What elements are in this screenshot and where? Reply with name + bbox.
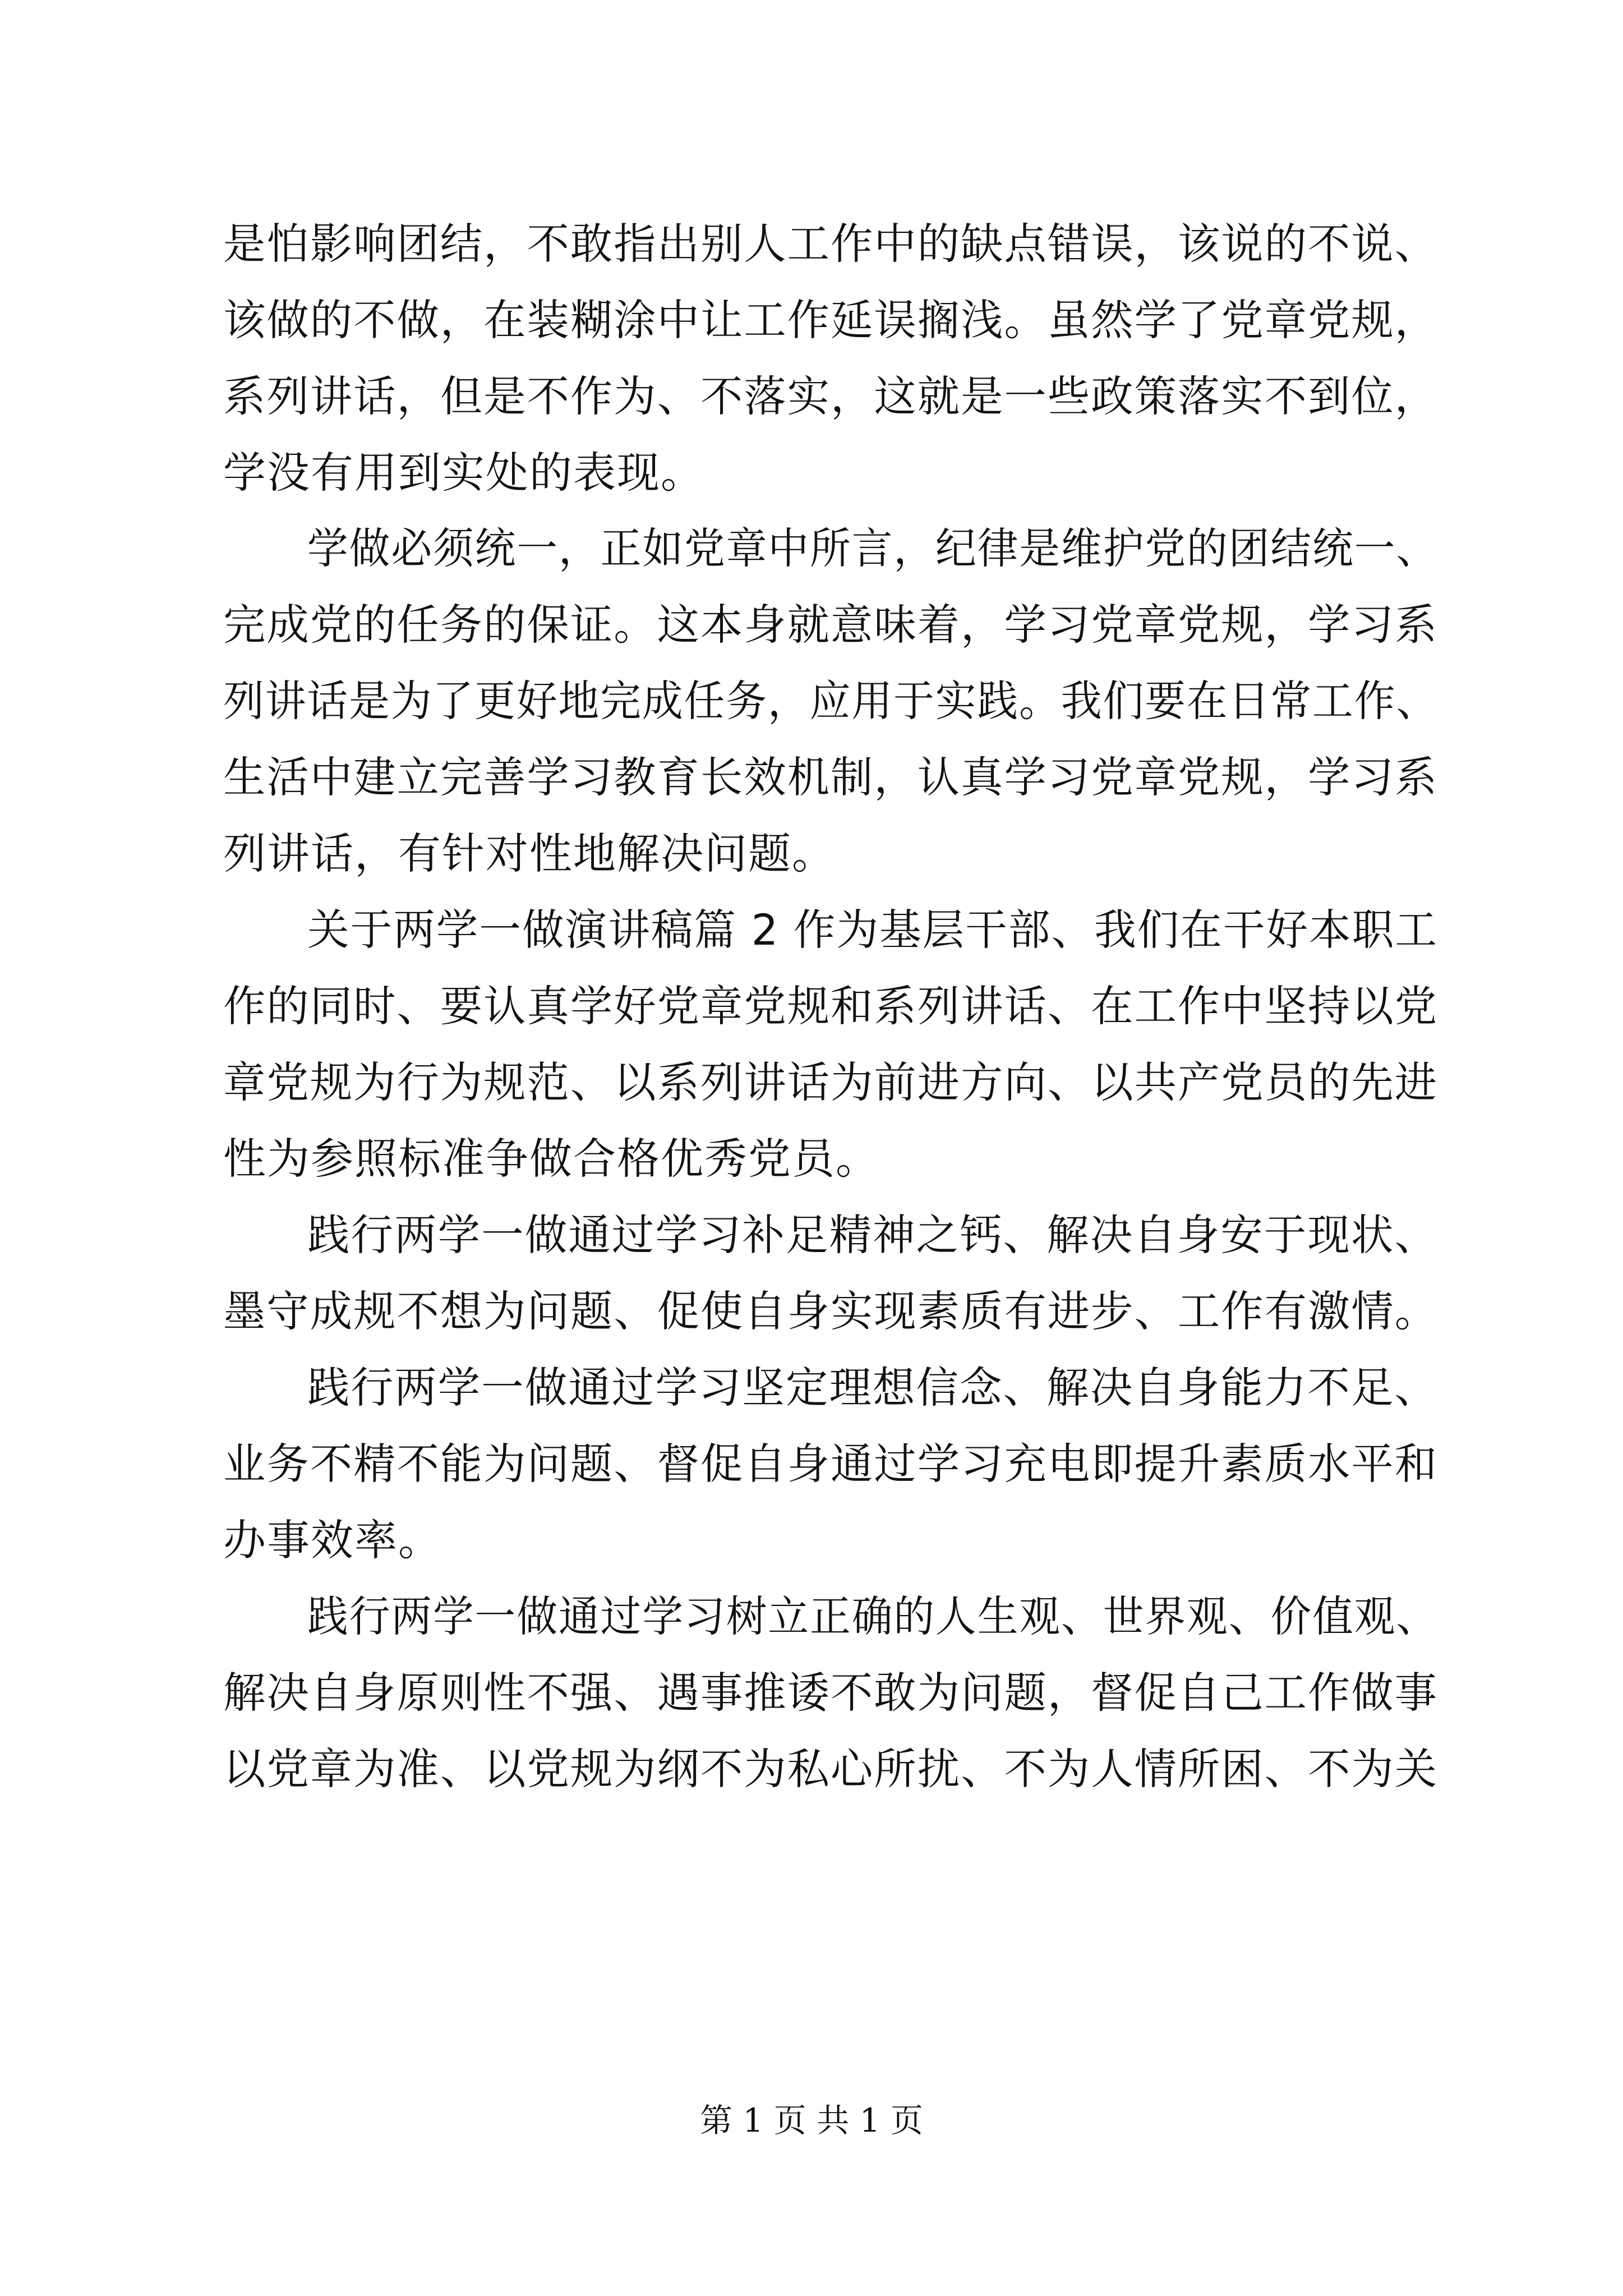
text-line: 关于两学一做演讲稿篇 2 作为基层干部、我们在干好本职工 (307, 905, 1438, 955)
text-line: 该做的不做，在装糊涂中让工作延误搁浅。虽然学了党章党规， (223, 295, 1438, 345)
text-line: 列讲话，有针对性地解决问题。 (223, 829, 836, 878)
text-line: 完成党的任务的保证。这本身就意味着，学习党章党规，学习系 (223, 600, 1438, 650)
text-line: 墨守成规不想为问题、促使自身实现素质有进步、工作有激情。 (223, 1286, 1438, 1336)
text-line: 章党规为行为规范、以系列讲话为前进方向、以共产党员的先进 (223, 1057, 1438, 1107)
text-line: 是怕影响团结，不敢指出别人工作中的缺点错误，该说的不说、 (223, 219, 1438, 269)
text-line: 践行两学一做通过学习坚定理想信念、解决自身能力不足、 (307, 1363, 1438, 1412)
page-number-footer: 第 1 页 共 1 页 (700, 2101, 923, 2139)
text-line: 系列讲话，但是不作为、不落实，这就是一些政策落实不到位， (223, 371, 1438, 421)
text-line: 学没有用到实处的表现。 (223, 448, 704, 498)
text-line: 以党章为准、以党规为纲不为私心所扰、不为人情所困、不为关 (223, 1744, 1438, 1794)
text-line: 学做必须统一，正如党章中所言，纪律是维护党的团结统一、 (307, 523, 1438, 573)
text-line: 列讲话是为了更好地完成任务，应用于实践。我们要在日常工作、 (223, 676, 1438, 726)
text-line: 业务不精不能为问题、督促自身通过学习充电即提升素质水平和 (223, 1439, 1438, 1489)
text-line: 作的同时、要认真学好党章党规和系列讲话、在工作中坚持以党 (223, 981, 1438, 1031)
text-line: 践行两学一做通过学习树立正确的人生观、世界观、价值观、 (307, 1591, 1438, 1641)
text-line: 办事效率。 (223, 1515, 442, 1565)
text-line: 解决自身原则性不强、遇事推诿不敢为问题，督促自己工作做事 (223, 1668, 1438, 1718)
text-line: 性为参照标准争做合格优秀党员。 (223, 1134, 879, 1184)
text-line: 生活中建立完善学习教育长效机制，认真学习党章党规，学习系 (223, 752, 1438, 802)
text-line: 践行两学一做通过学习补足精神之钙、解决自身安于现状、 (307, 1210, 1438, 1260)
